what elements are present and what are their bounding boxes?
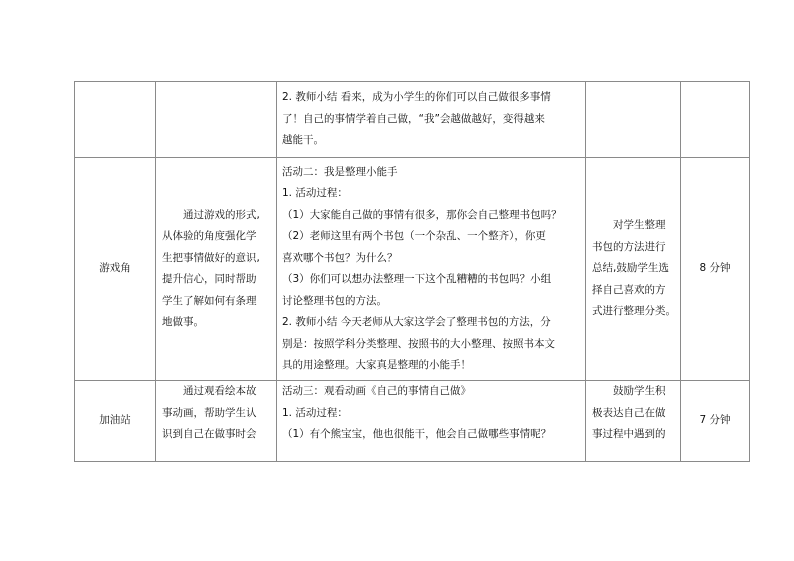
table-row [75,158,750,381]
table-row [75,381,750,462]
time-cell: 8 分钟 [681,158,750,381]
activity-name-cell: 加油站 [75,381,156,462]
evaluation-line: 书包的方法进行 [592,240,666,253]
activity-name-cell: 游戏角 [75,158,156,381]
design-intent-cell [156,381,277,462]
evaluation-line: 事过程中遇到的 [592,428,666,440]
design-line: 事动画，帮助学生认 [162,406,257,419]
evaluation-line: 鼓励学生积 [613,385,666,397]
design-line: 识到自己在做事时会 [162,428,257,440]
design-line: 地做事。 [162,316,204,328]
time-cell: 7 分钟 [681,381,750,462]
activity-process-cell [277,82,586,158]
process-line: （2）老师这里有两个书包（一个杂乱、一个整齐），你更 [282,230,546,242]
process-line: 2. 教师小结 看来，成为小学生的你们可以自己做很多事情 [282,91,551,104]
evaluation-line: 式进行整理分类。 [592,305,676,318]
process-line: 越能干。 [282,134,324,147]
design-intent-cell [156,82,277,158]
evaluation-line: 对学生整理 [613,219,666,232]
design-line: 生把事情做好的意识, [162,251,260,264]
process-line: 2. 教师小结 今天老师从大家这学会了整理书包的方法，分 [282,316,551,328]
activity-process-cell [277,158,586,381]
process-line: 1. 活动过程： [282,406,348,419]
process-line: 1. 活动过程： [282,187,348,199]
evaluation-cell [586,381,681,462]
activity-name-cell [75,82,156,158]
evaluation-cell [586,82,681,158]
evaluation-cell [586,158,681,381]
process-line: （1）大家能自己做的事情有很多，那你会自己整理书包吗？ [282,208,562,221]
process-line: 具的用途整理。大家真是整理的小能手！ [282,359,471,371]
activity-process-cell [277,381,586,462]
lesson-plan-table [74,81,750,462]
design-line: 学生了解如何有条理 [162,294,257,307]
process-line: 喜欢哪个书包？为什么？ [282,251,398,264]
time-cell [681,82,750,158]
evaluation-line: 极表达自己在做 [592,406,666,419]
design-line: 从体验的角度强化学 [162,230,257,242]
process-line: （3）你们可以想办法整理一下这个乱糟糟的书包吗？小组 [282,273,552,285]
design-line: 通过游戏的形式, [183,208,260,221]
evaluation-line: 择自己喜欢的方 [592,283,666,296]
process-line: 了！自己的事情学着自己做，“我”会越做越好，变得越来 [282,112,545,125]
process-line: （1）有个熊宝宝，他也很能干，他会自己做哪些事情呢？ [282,428,552,440]
evaluation-line: 总结,鼓励学生选 [592,262,669,275]
process-line: 别是：按照学科分类整理、按照书的大小整理、按照书本文 [282,337,555,350]
process-line: 活动二：我是整理小能手 [282,165,398,178]
process-line: 活动三：观看动画《自己的事情自己做》 [282,385,471,397]
table-row [75,82,750,158]
design-line: 提升信心，同时帮助 [162,273,257,285]
process-line: 讨论整理书包的方法。 [282,294,387,307]
design-intent-cell [156,158,277,381]
design-line: 通过观看绘本故 [183,385,257,397]
